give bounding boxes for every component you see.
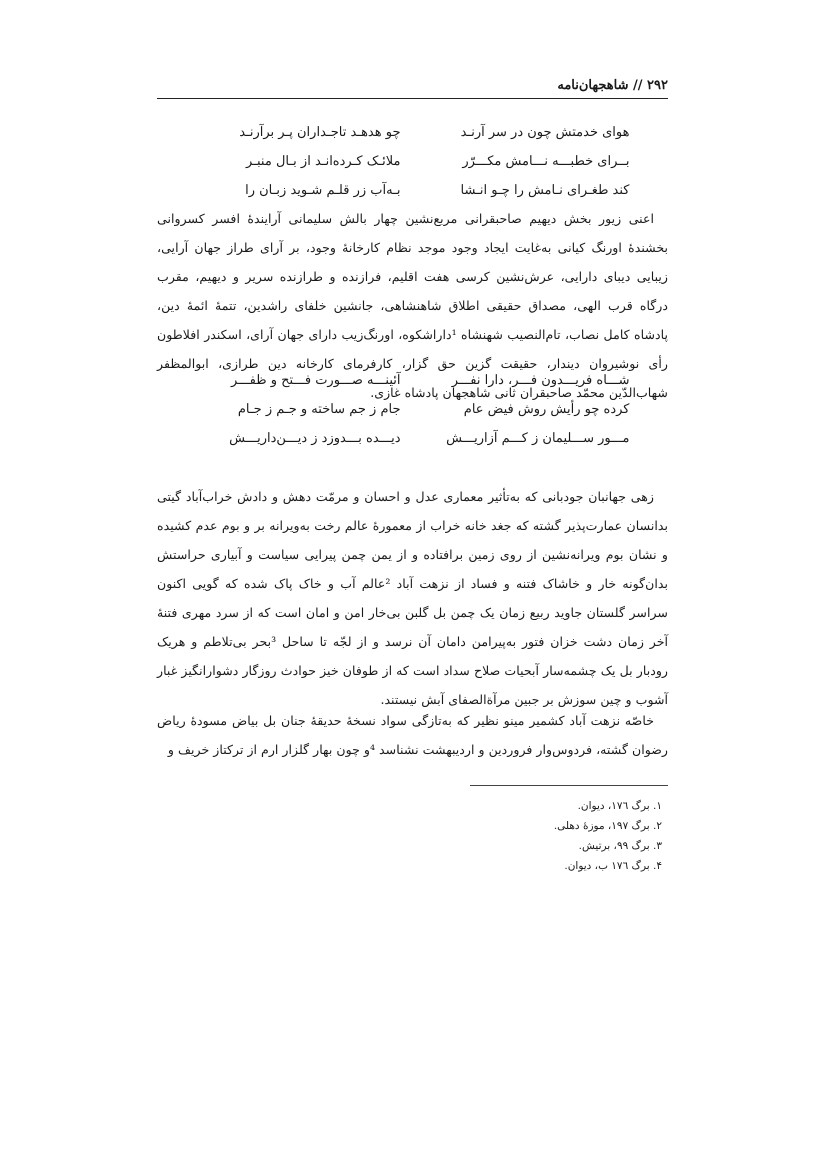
verse-line xyxy=(157,395,668,424)
footnote: ۱. برگ ۱۷٦، دیوان. xyxy=(577,800,662,812)
verse-line xyxy=(157,118,668,147)
verse-block-1 xyxy=(157,118,668,205)
hemistich-second: چو هدهـد تاجـداران پـر برآرنـد xyxy=(239,125,401,140)
verse-block-2 xyxy=(157,366,668,453)
footnotes xyxy=(157,796,668,876)
footnote: ۳. برگ ۹۹، برتیش. xyxy=(578,840,662,852)
paragraph-3 xyxy=(157,706,668,764)
header-rule xyxy=(157,98,668,99)
paragraph-text: زهی جهانبان جودبانی که به‌تأثیر معماری عدل و احسان و مرمّت دهش و دادش خراب‌آباد گیتی بدانسان عمارت‌پذیر گشته که جغد خانه خراب از معمورهٔ عالم رخت به‌ویرانه بر و بوم عدم کشیده و نشان بوم ویرانه‌نشین از روی زمین برافتاده و از یمن چمن پیرایی سیاست و آبیاری حراستش بدان‌گونه خار و خاشاک فتنه و فساد از نزهت آباد ²عالم آب و خاک پاک شده که گویی اکنون سراسر گلستان جاوید ربیع زمان یک چمن بل گلبن بی‌خار امن و امان است که از سرد مهری فتنهٔ آخر زمان دشت خزان فتور به‌پیرامن دامان آن نرسد و از لجّه تا ساحل ³بحر بی‌تلاطم و هریک رودبار بل یک چشمه‌سار آبحیات صلاح سداد است که از طوفان خیز حوادث روزگار دشوارانگیز غبار آشوب و چین سوزش بر جبین مرآةالصفای آبش نیستند. xyxy=(157,489,668,707)
hemistich-first: بــرای خطبـــه نـــامش مکـــرّر xyxy=(462,154,630,169)
hemistich-second: بـه‌آب زر قلـم شـوید زبـان را xyxy=(245,183,401,198)
hemistich-second: آئینـــه صـــورت فـــتح و ظفـــر xyxy=(231,373,401,388)
paragraph-text: اعنی زیور بخش دیهیم صاحبقرانی مربع‌نشین چهار بالش سلیمانی آرایندهٔ افسر کسروانی بخشندهٔ اورنگ کیانی به‌غایت ایجاد وجود موجد نظام کارخانهٔ وجود، بر آرای طراز جهان آرایی، زیبایی دیبای دارایی، عرش‌نشین کرسی هفت اقلیم، فرازنده و طرازنده سریر و دیهیم، مقرب درگاه قرب الهی، مصداق حقیقی اطلاق شاهنشاهی، جانشین خلفای راشدین، تتمهٔ ائمهٔ دین، پادشاه کامل نصاب، تام‌النصیب شهنشاه ¹داراشکوه، اورنگ‌زیب دارای جهان آرای، اسکندر افلاطون رأی نوشیروان دیندار، حقیقت گزین حق گزار، کارفرمای کارخانه دین طرازی، ابوالمظفر شهاب‌الدّین محمّد صاحبقران ثانی شاهجهان پادشاه غازی. xyxy=(157,211,668,400)
footnote: ۴. برگ ۱۷٦ ب، دیوان. xyxy=(564,860,662,872)
hemistich-first: مـــور ســـلیمان ز کـــم آزاریـــش xyxy=(446,431,630,446)
verse-line xyxy=(157,366,668,395)
verse-line xyxy=(157,424,668,453)
verse-line xyxy=(157,176,668,205)
footnote: ۲. برگ ۱۹۷، موزهٔ دهلی. xyxy=(553,820,662,832)
verse-line xyxy=(157,147,668,176)
hemistich-first: شـــاه فریـــدون فـــر، دارا نفـــر xyxy=(451,373,630,388)
paragraph-text: خاصّه نزهت آباد کشمیر مینو نظیر که به‌تازگی سواد نسخهٔ حدیقهٔ جنان بل بیاض مسودهٔ ریاض رضوان گشته، فردوس‌وار فروردین و اردیبهشت نشناسد ⁴و چون بهار گلزار ارم از ترکتاز خریف و xyxy=(157,713,668,757)
footnote-rule xyxy=(470,785,668,786)
hemistich-second: ملائـک کـرده‌انـد از بـال منبـر xyxy=(246,154,401,169)
hemistich-first: کرده چو رأیش روش فیض عام xyxy=(463,402,630,417)
paragraph-2 xyxy=(157,482,668,714)
hemistich-second: جام ز جم ساخته و جـم ز جـام xyxy=(237,402,401,417)
hemistich-second: دیـــده بـــدوزد ز دیـــن‌داریـــش xyxy=(229,431,401,446)
hemistich-first: هوای خدمتش چون در سر آرنـد xyxy=(460,125,630,140)
page-header: ۲۹۲ // شاهجهان‌نامه xyxy=(557,78,668,93)
hemistich-first: کند طغـرای نـامش را چـو انـشا xyxy=(460,183,630,198)
